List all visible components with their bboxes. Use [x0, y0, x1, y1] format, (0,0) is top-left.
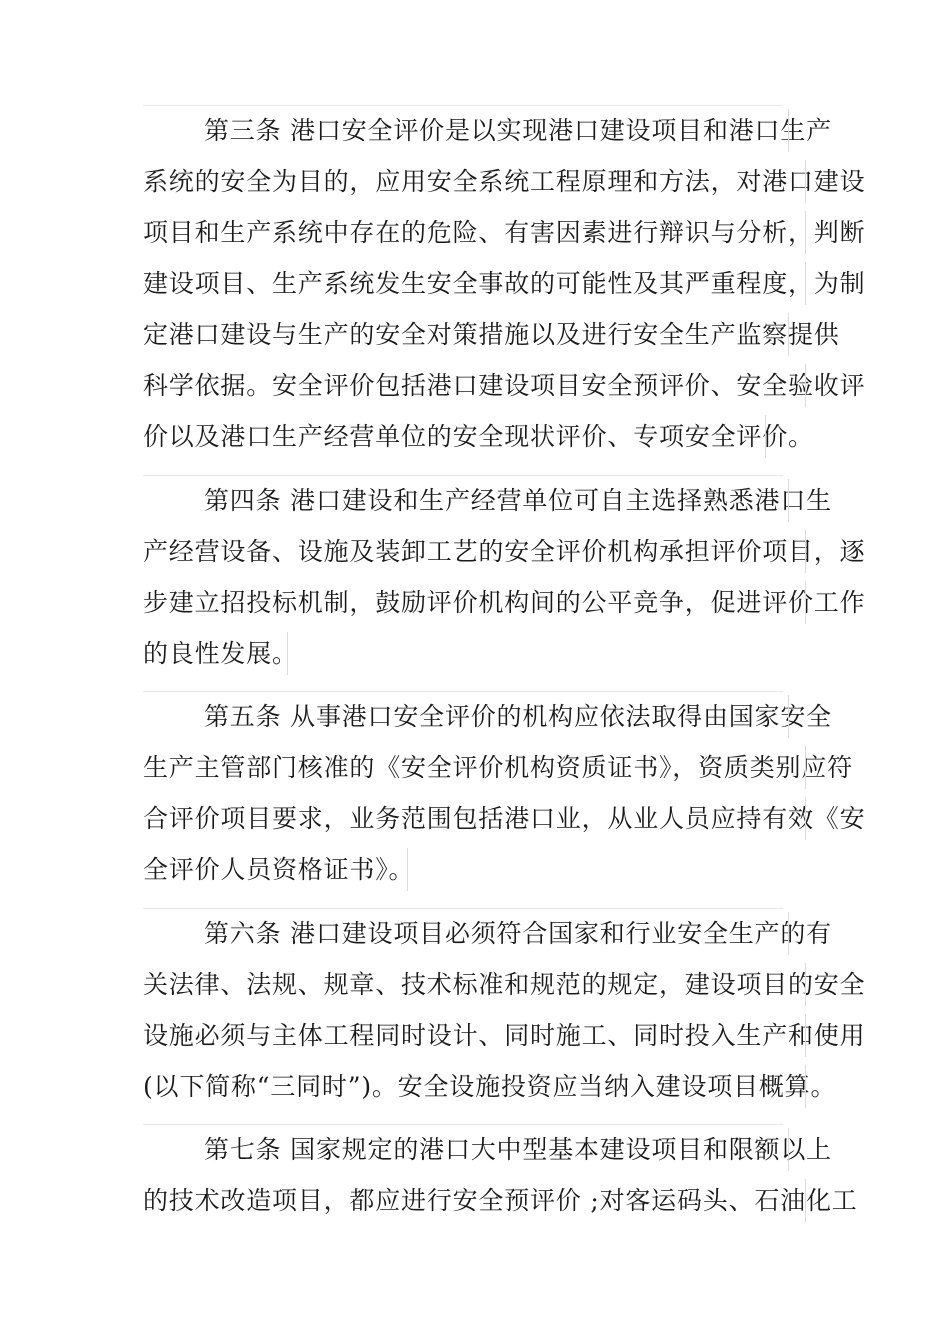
- line-text: 的技术改造项目，都应进行安全预评价 ;对客运码头、石油化工: [143, 1186, 858, 1215]
- paragraph-line: [143, 1175, 858, 1226]
- line-text: 产经营设备、设施及装卸工艺的安全评价机构承担评价项目，逐: [143, 537, 866, 566]
- paragraph-line: [143, 844, 865, 895]
- paragraph-line: [143, 959, 865, 1010]
- paragraph-line: [143, 360, 865, 411]
- line-text: 设施必须与主体工程同时设计、同时施工、同时投入生产和使用: [143, 1021, 866, 1050]
- line-text: 关法律、法规、规章、技术标准和规范的规定，建设项目的安全: [143, 970, 866, 999]
- paragraph-line: [143, 1010, 865, 1061]
- line-text: 科学依据。安全评价包括港口建设项目安全预评价、安全验收评: [143, 371, 866, 400]
- line-text: 生产主管部门核准的《安全评价机构资质证书》，资质类别应符: [143, 753, 853, 782]
- line-text: 系统的安全为目的，应用安全系统工程原理和方法，对港口建设: [143, 167, 866, 196]
- paragraph-line: [143, 908, 865, 959]
- paragraph-line: [143, 207, 865, 258]
- paragraph-line: [143, 628, 865, 679]
- line-text: 第四条 港口建设和生产经营单位可自主选择熟悉港口生: [204, 486, 832, 515]
- paragraph-line: [143, 475, 865, 526]
- line-text: 建设项目、生产系统发生安全事故的可能性及其严重程度，为制: [143, 269, 866, 298]
- line-text: 第五条 从事港口安全评价的机构应依法取得由国家安全: [204, 702, 832, 731]
- article-4-paragraph: [143, 475, 865, 679]
- line-text: 第六条 港口建设项目必须符合国家和行业安全生产的有: [204, 919, 832, 948]
- paragraph-line: [143, 1124, 858, 1175]
- paragraph-line: [143, 258, 865, 309]
- line-text: 全评价人员资格证书》。: [143, 855, 415, 884]
- paragraph-line: [143, 156, 865, 207]
- paragraph-line: [143, 1061, 865, 1112]
- paragraph-line: [143, 309, 865, 360]
- paragraph-line: [143, 577, 865, 628]
- line-text: 第三条 港口安全评价是以实现港口建设项目和港口生产: [204, 116, 832, 145]
- paragraph-line: [143, 691, 865, 742]
- paragraph-line: [143, 411, 865, 462]
- paragraph-line: [143, 105, 865, 156]
- paragraph-line: [143, 742, 865, 793]
- line-text: 价以及港口生产经营单位的安全现状评价、专项安全评价。: [143, 422, 814, 451]
- line-text: 步建立招投标机制，鼓励评价机构间的公平竞争，促进评价工作: [143, 588, 866, 617]
- line-text: 合评价项目要求，业务范围包括港口业，从业人员应持有效《安: [143, 804, 866, 833]
- article-7-paragraph: [143, 1124, 858, 1226]
- line-text: 项目和生产系统中存在的危险、有害因素进行辩识与分析，判断: [143, 218, 866, 247]
- line-text: 的良性发展。: [143, 639, 298, 668]
- article-6-paragraph: [143, 908, 865, 1112]
- paragraph-line: [143, 793, 865, 844]
- line-text: 第七条 国家规定的港口大中型基本建设项目和限额以上: [204, 1135, 832, 1164]
- article-5-paragraph: [143, 691, 865, 895]
- line-text: 定港口建设与生产的安全对策措施以及进行安全生产监察提供: [143, 320, 840, 349]
- paragraph-line: [143, 526, 865, 577]
- article-3-paragraph: [143, 105, 865, 462]
- line-text: (以下简称“三同时”)。安全设施投资应当纳入建设项目概算。: [143, 1072, 837, 1101]
